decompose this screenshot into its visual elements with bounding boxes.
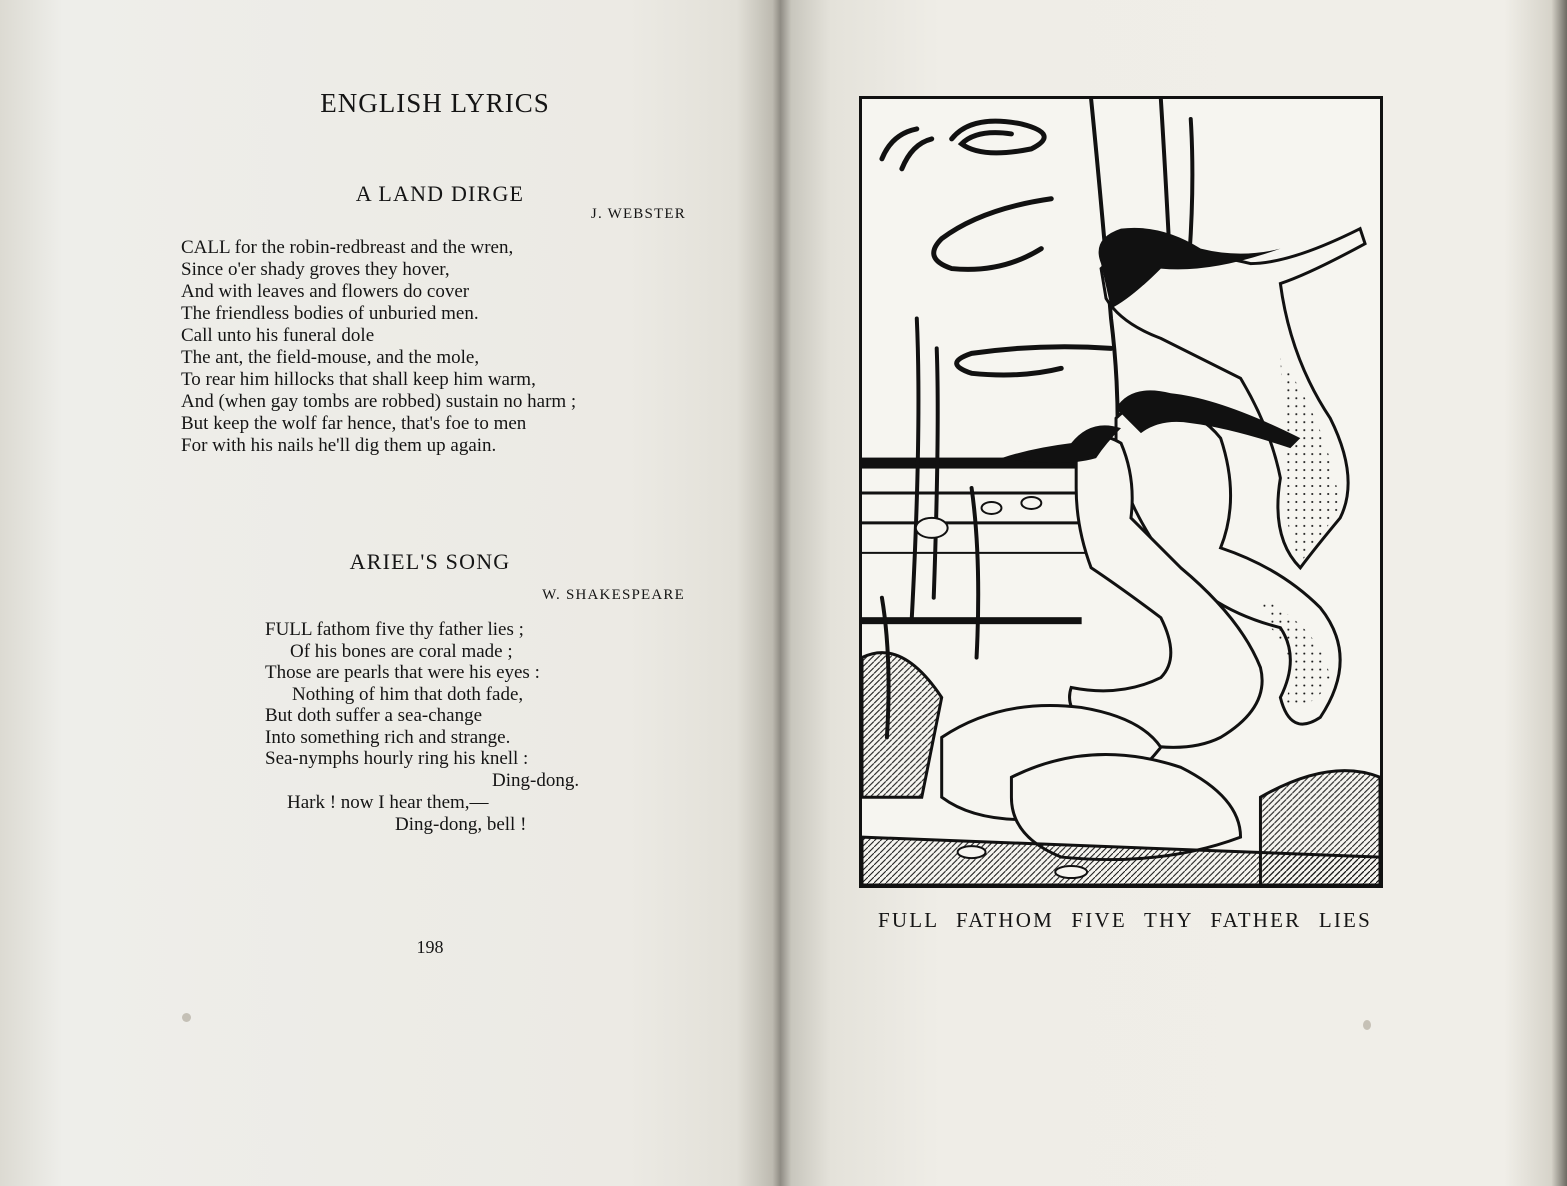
paper-spot [1363,1020,1371,1030]
verse-line: Nothing of him that doth fade, [292,684,524,705]
verse-line: Hark ! now I hear them,— [287,792,489,813]
verse-line: And with leaves and flowers do cover [181,281,470,302]
verse-line: Ding-dong, bell ! [395,814,527,835]
verse-line: And (when gay tombs are robbed) sustain no harm ; [181,391,577,412]
verse-line: Into something rich and strange. [265,727,511,748]
verse-line: FULL fathom five thy father lies ; [265,619,524,640]
page-number: 198 [416,937,444,957]
verse-line: Call unto his funeral dole [181,325,375,346]
poem-author-shakespeare: W. SHAKESPEARE [542,587,685,603]
mermaids-illustration [862,99,1380,885]
paper-spot [182,1013,191,1022]
illustration-plate [859,96,1383,888]
running-head: ENGLISH LYRICS [320,88,550,118]
poem-title-land-dirge: A LAND DIRGE [355,181,525,206]
verse-line: For with his nails he'll dig them up again. [181,435,497,456]
verse-line: Of his bones are coral made ; [290,641,513,662]
verse-line: Ding-dong. [492,770,580,791]
verse-line: To rear him hillocks that shall keep him warm, [181,369,536,390]
verse-line: But doth suffer a sea-change [265,705,483,726]
poem-author-webster: J. WEBSTER [590,206,686,222]
verse-line: But keep the wolf far hence, that's foe to men [181,413,527,434]
verse-line: CALL for the robin-redbreast and the wren, [181,237,514,258]
verse-line: Those are pearls that were his eyes : [265,662,540,683]
verse-line: The ant, the field-mouse, and the mole, [181,347,480,368]
verse-line: The friendless bodies of unburied men. [181,303,479,324]
verse-line: Since o'er shady groves they hover, [181,259,450,280]
left-page [0,0,780,1186]
right-page [785,0,1567,1186]
poem-title-ariels-song: ARIEL'S SONG [349,549,511,574]
plate-caption: FULL FATHOM FIVE THY FATHER LIES [878,908,1372,932]
verse-line: Sea-nymphs hourly ring his knell : [265,748,529,769]
